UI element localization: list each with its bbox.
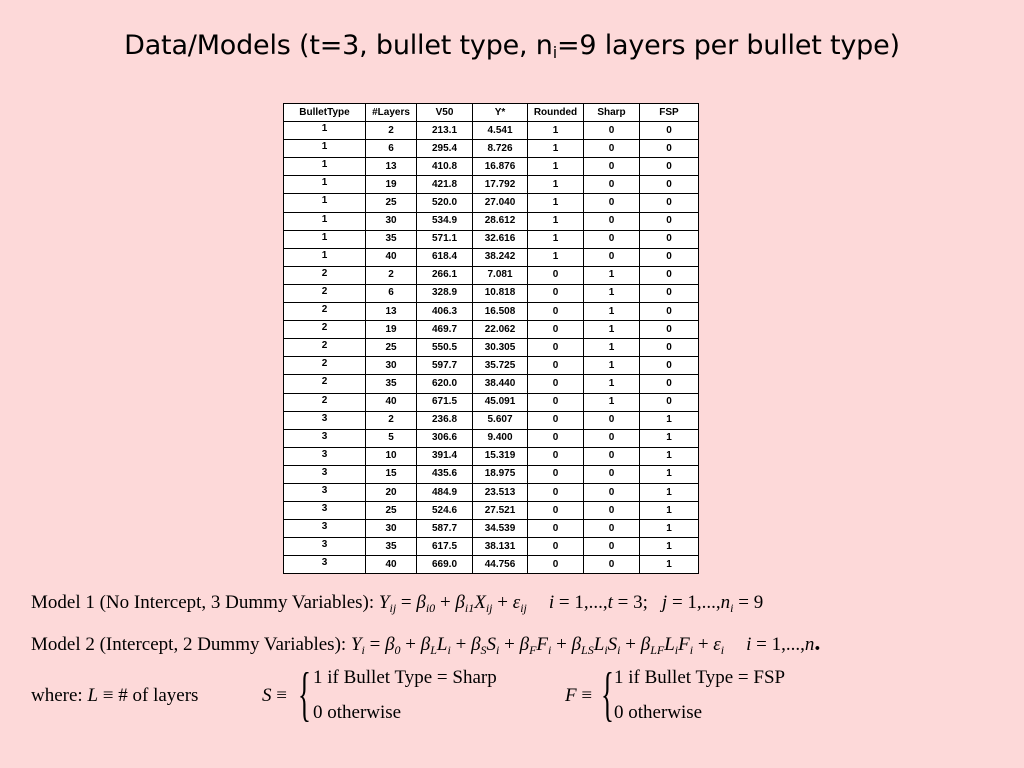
f-case-2: 0 otherwise bbox=[614, 702, 703, 723]
f-brace: { bbox=[601, 661, 614, 727]
table-cell: 35.725 bbox=[473, 357, 528, 375]
table-cell: 35 bbox=[366, 375, 417, 393]
table-cell: 19 bbox=[366, 176, 417, 194]
table-cell: 1 bbox=[640, 520, 699, 538]
table-row bbox=[284, 502, 699, 520]
table-cell: 1 bbox=[584, 357, 640, 375]
table-cell: 30 bbox=[366, 357, 417, 375]
table-cell: 1 bbox=[584, 375, 640, 393]
table-cell: 1 bbox=[584, 266, 640, 284]
table-cell: 0 bbox=[640, 158, 699, 176]
table-cell: 0 bbox=[640, 393, 699, 411]
table-cell: 0 bbox=[528, 465, 584, 483]
table-cell: 421.8 bbox=[417, 176, 473, 194]
table-cell: 30 bbox=[366, 520, 417, 538]
table-cell: 2 bbox=[284, 321, 366, 339]
table-cell: 0 bbox=[640, 140, 699, 158]
table-cell: 236.8 bbox=[417, 411, 473, 429]
table-cell: 3 bbox=[284, 465, 366, 483]
table-cell: 16.876 bbox=[473, 158, 528, 176]
table-cell: 0 bbox=[584, 122, 640, 140]
table-cell: 5 bbox=[366, 429, 417, 447]
table-cell: 0 bbox=[528, 483, 584, 501]
table-cell: 0 bbox=[640, 212, 699, 230]
table-cell: 22.062 bbox=[473, 321, 528, 339]
table-cell: 0 bbox=[584, 502, 640, 520]
table-cell: 1 bbox=[284, 176, 366, 194]
table-cell: 0 bbox=[640, 357, 699, 375]
table-cell: 0 bbox=[528, 502, 584, 520]
table-cell: 1 bbox=[284, 212, 366, 230]
table-cell: 2 bbox=[284, 284, 366, 302]
table-cell: 3 bbox=[284, 429, 366, 447]
table-cell: 2 bbox=[366, 122, 417, 140]
table-cell: 18.975 bbox=[473, 465, 528, 483]
table-cell: 13 bbox=[366, 158, 417, 176]
table-cell: 2 bbox=[284, 303, 366, 321]
table-row bbox=[284, 321, 699, 339]
table-cell: 618.4 bbox=[417, 248, 473, 266]
slide-title: Data/Models (t=3, bullet type, $n_i=9$ layers per bullet type) bbox=[124, 30, 900, 62]
s-definition-label: S ≡ bbox=[262, 685, 287, 706]
table-cell: 35 bbox=[366, 230, 417, 248]
table-cell: 0 bbox=[528, 357, 584, 375]
table-cell: 1 bbox=[528, 140, 584, 158]
table-cell: 306.6 bbox=[417, 429, 473, 447]
table-cell: 1 bbox=[528, 230, 584, 248]
table-cell: 0 bbox=[584, 429, 640, 447]
s-brace: { bbox=[298, 661, 311, 727]
table-cell: 484.9 bbox=[417, 483, 473, 501]
s-case-2: 0 otherwise bbox=[313, 702, 402, 723]
table-cell: 0 bbox=[640, 303, 699, 321]
table-row bbox=[284, 266, 699, 284]
table-cell: 1 bbox=[284, 248, 366, 266]
table-cell: 3 bbox=[284, 520, 366, 538]
column-header: V50 bbox=[417, 104, 473, 122]
where-definition: where: L ≡ # of layers bbox=[31, 685, 199, 706]
table-cell: 23.513 bbox=[473, 483, 528, 501]
table-cell: 1 bbox=[640, 447, 699, 465]
table-cell: 3 bbox=[284, 483, 366, 501]
table-cell: 1 bbox=[584, 284, 640, 302]
table-row bbox=[284, 538, 699, 556]
table-row bbox=[284, 520, 699, 538]
column-header: Y* bbox=[473, 104, 528, 122]
table-row bbox=[284, 411, 699, 429]
table-cell: 213.1 bbox=[417, 122, 473, 140]
table-cell: 8.726 bbox=[473, 140, 528, 158]
table-cell: 1 bbox=[640, 538, 699, 556]
table-row bbox=[284, 140, 699, 158]
table-cell: 15 bbox=[366, 465, 417, 483]
table-cell: 295.4 bbox=[417, 140, 473, 158]
table-cell: 0 bbox=[528, 303, 584, 321]
table-cell: 0 bbox=[528, 447, 584, 465]
s-case-1: 1 if Bullet Type = Sharp bbox=[313, 667, 497, 688]
table-cell: 28.612 bbox=[473, 212, 528, 230]
table-cell: 0 bbox=[584, 447, 640, 465]
table-cell: 0 bbox=[584, 212, 640, 230]
table-cell: 6 bbox=[366, 284, 417, 302]
table-cell: 35 bbox=[366, 538, 417, 556]
table-cell: 671.5 bbox=[417, 393, 473, 411]
table-cell: 0 bbox=[584, 248, 640, 266]
table-row bbox=[284, 375, 699, 393]
table-cell: 32.616 bbox=[473, 230, 528, 248]
table-cell: 19 bbox=[366, 321, 417, 339]
model-1-equation: Model 1 (No Intercept, 3 Dummy Variables): $Y_{ij} = \beta_{i0} + \beta_{i1}X_{ij} + \varepsilon_{ij}$ i = 1,...,t = 3; $j = 1,...,n_i = 9$ bbox=[31, 592, 764, 615]
table-cell: 520.0 bbox=[417, 194, 473, 212]
table-cell: 620.0 bbox=[417, 375, 473, 393]
table-cell: 534.9 bbox=[417, 212, 473, 230]
table-cell: 27.040 bbox=[473, 194, 528, 212]
table-cell: 1 bbox=[528, 176, 584, 194]
table-cell: 25 bbox=[366, 502, 417, 520]
column-header: Rounded bbox=[528, 104, 584, 122]
table-cell: 27.521 bbox=[473, 502, 528, 520]
table-cell: 0 bbox=[528, 321, 584, 339]
table-row bbox=[284, 212, 699, 230]
f-definition-label: F ≡ bbox=[565, 685, 593, 706]
table-cell: 0 bbox=[528, 520, 584, 538]
table-cell: 44.756 bbox=[473, 556, 528, 574]
table-cell: 0 bbox=[640, 230, 699, 248]
table-cell: 1 bbox=[284, 158, 366, 176]
table-cell: 0 bbox=[528, 339, 584, 357]
table-cell: 0 bbox=[640, 194, 699, 212]
table-cell: 0 bbox=[640, 266, 699, 284]
table-cell: 0 bbox=[640, 122, 699, 140]
table-cell: 13 bbox=[366, 303, 417, 321]
table-cell: 2 bbox=[284, 375, 366, 393]
table-cell: 391.4 bbox=[417, 447, 473, 465]
table-cell: 2 bbox=[366, 411, 417, 429]
table-header-row bbox=[284, 104, 699, 122]
table-cell: 0 bbox=[640, 375, 699, 393]
table-cell: 1 bbox=[284, 122, 366, 140]
table-row bbox=[284, 556, 699, 574]
table-cell: 266.1 bbox=[417, 266, 473, 284]
table-cell: 20 bbox=[366, 483, 417, 501]
table-row bbox=[284, 429, 699, 447]
table-cell: 10 bbox=[366, 447, 417, 465]
table-cell: 1 bbox=[584, 393, 640, 411]
table-row bbox=[284, 303, 699, 321]
table-cell: 0 bbox=[584, 483, 640, 501]
table-row bbox=[284, 122, 699, 140]
table-row bbox=[284, 357, 699, 375]
table-cell: 0 bbox=[528, 429, 584, 447]
table-cell: 1 bbox=[528, 194, 584, 212]
table-cell: 7.081 bbox=[473, 266, 528, 284]
table-cell: 0 bbox=[584, 465, 640, 483]
table-cell: 0 bbox=[640, 339, 699, 357]
table-cell: 1 bbox=[528, 122, 584, 140]
table-cell: 38.242 bbox=[473, 248, 528, 266]
table-cell: 1 bbox=[640, 429, 699, 447]
table-cell: 0 bbox=[584, 194, 640, 212]
table-cell: 1 bbox=[640, 483, 699, 501]
table-cell: 9.400 bbox=[473, 429, 528, 447]
table-cell: 1 bbox=[528, 212, 584, 230]
table-cell: 2 bbox=[366, 266, 417, 284]
table-cell: 669.0 bbox=[417, 556, 473, 574]
table-cell: 1 bbox=[284, 140, 366, 158]
table-row bbox=[284, 194, 699, 212]
f-case-1: 1 if Bullet Type = FSP bbox=[614, 667, 786, 688]
table-row bbox=[284, 339, 699, 357]
column-header: Sharp bbox=[584, 104, 640, 122]
table-cell: 406.3 bbox=[417, 303, 473, 321]
table-cell: 5.607 bbox=[473, 411, 528, 429]
table-cell: 0 bbox=[528, 284, 584, 302]
table-cell: 15.319 bbox=[473, 447, 528, 465]
table-cell: 16.508 bbox=[473, 303, 528, 321]
table-cell: 0 bbox=[528, 266, 584, 284]
table-row bbox=[284, 447, 699, 465]
table-cell: 2 bbox=[284, 393, 366, 411]
table-cell: 38.131 bbox=[473, 538, 528, 556]
table-cell: 1 bbox=[284, 194, 366, 212]
column-header: BulletType bbox=[284, 104, 366, 122]
table-cell: 410.8 bbox=[417, 158, 473, 176]
column-header: FSP bbox=[640, 104, 699, 122]
table-cell: 34.539 bbox=[473, 520, 528, 538]
table-cell: 0 bbox=[640, 176, 699, 194]
table-cell: 469.7 bbox=[417, 321, 473, 339]
table-cell: 0 bbox=[528, 393, 584, 411]
table-cell: 1 bbox=[640, 465, 699, 483]
table-cell: 1 bbox=[584, 303, 640, 321]
table-cell: 4.541 bbox=[473, 122, 528, 140]
table-cell: 1 bbox=[528, 158, 584, 176]
table-cell: 0 bbox=[584, 140, 640, 158]
table-cell: 0 bbox=[528, 556, 584, 574]
table-cell: 45.091 bbox=[473, 393, 528, 411]
data-table bbox=[283, 103, 699, 574]
table-cell: 1 bbox=[528, 248, 584, 266]
table-cell: 1 bbox=[640, 502, 699, 520]
table-cell: 10.818 bbox=[473, 284, 528, 302]
table-cell: 0 bbox=[584, 176, 640, 194]
table-cell: 0 bbox=[528, 411, 584, 429]
table-cell: 2 bbox=[284, 357, 366, 375]
table-cell: 0 bbox=[640, 284, 699, 302]
table-cell: 30 bbox=[366, 212, 417, 230]
table-cell: 571.1 bbox=[417, 230, 473, 248]
table-cell: 617.5 bbox=[417, 538, 473, 556]
table-cell: 25 bbox=[366, 339, 417, 357]
table-cell: 550.5 bbox=[417, 339, 473, 357]
table-row bbox=[284, 284, 699, 302]
table-cell: 1 bbox=[584, 321, 640, 339]
table-cell: 587.7 bbox=[417, 520, 473, 538]
table-cell: 0 bbox=[640, 248, 699, 266]
table-cell: 0 bbox=[640, 321, 699, 339]
table-cell: 38.440 bbox=[473, 375, 528, 393]
table-cell: 0 bbox=[584, 158, 640, 176]
table-cell: 3 bbox=[284, 538, 366, 556]
table-cell: 1 bbox=[284, 230, 366, 248]
table-cell: 0 bbox=[584, 411, 640, 429]
table-cell: 1 bbox=[640, 411, 699, 429]
table-cell: 6 bbox=[366, 140, 417, 158]
table-cell: 3 bbox=[284, 556, 366, 574]
table-cell: 17.792 bbox=[473, 176, 528, 194]
table-cell: 3 bbox=[284, 447, 366, 465]
table-row bbox=[284, 176, 699, 194]
table-row bbox=[284, 158, 699, 176]
table-cell: 30.305 bbox=[473, 339, 528, 357]
table-row bbox=[284, 248, 699, 266]
table-row bbox=[284, 230, 699, 248]
table-cell: 25 bbox=[366, 194, 417, 212]
table-cell: 3 bbox=[284, 411, 366, 429]
table-cell: 0 bbox=[584, 556, 640, 574]
table-row bbox=[284, 393, 699, 411]
table-cell: 40 bbox=[366, 393, 417, 411]
table-cell: 40 bbox=[366, 556, 417, 574]
column-header: #Layers bbox=[366, 104, 417, 122]
table-cell: 3 bbox=[284, 502, 366, 520]
table-cell: 40 bbox=[366, 248, 417, 266]
table-cell: 328.9 bbox=[417, 284, 473, 302]
table-cell: 1 bbox=[584, 339, 640, 357]
table-cell: 2 bbox=[284, 266, 366, 284]
table-cell: 597.7 bbox=[417, 357, 473, 375]
model-2-equation: Model 2 (Intercept, 2 Dummy Variables): $Y_i = \beta_0 + \beta_LL_i + \beta_SS_i + \beta_FF_i + \beta_{LS}L_iS_i + \beta_{LF}L_iF_i + \varepsilon_i$ i = 1,...,n. bbox=[31, 630, 821, 657]
table-cell: 0 bbox=[584, 520, 640, 538]
table-body bbox=[284, 122, 699, 574]
table-cell: 0 bbox=[584, 230, 640, 248]
table-cell: 0 bbox=[528, 375, 584, 393]
table-row bbox=[284, 465, 699, 483]
table-cell: 1 bbox=[640, 556, 699, 574]
table-cell: 435.6 bbox=[417, 465, 473, 483]
table-row bbox=[284, 483, 699, 501]
table-cell: 0 bbox=[584, 538, 640, 556]
table-cell: 0 bbox=[528, 538, 584, 556]
table-cell: 2 bbox=[284, 339, 366, 357]
table-cell: 524.6 bbox=[417, 502, 473, 520]
